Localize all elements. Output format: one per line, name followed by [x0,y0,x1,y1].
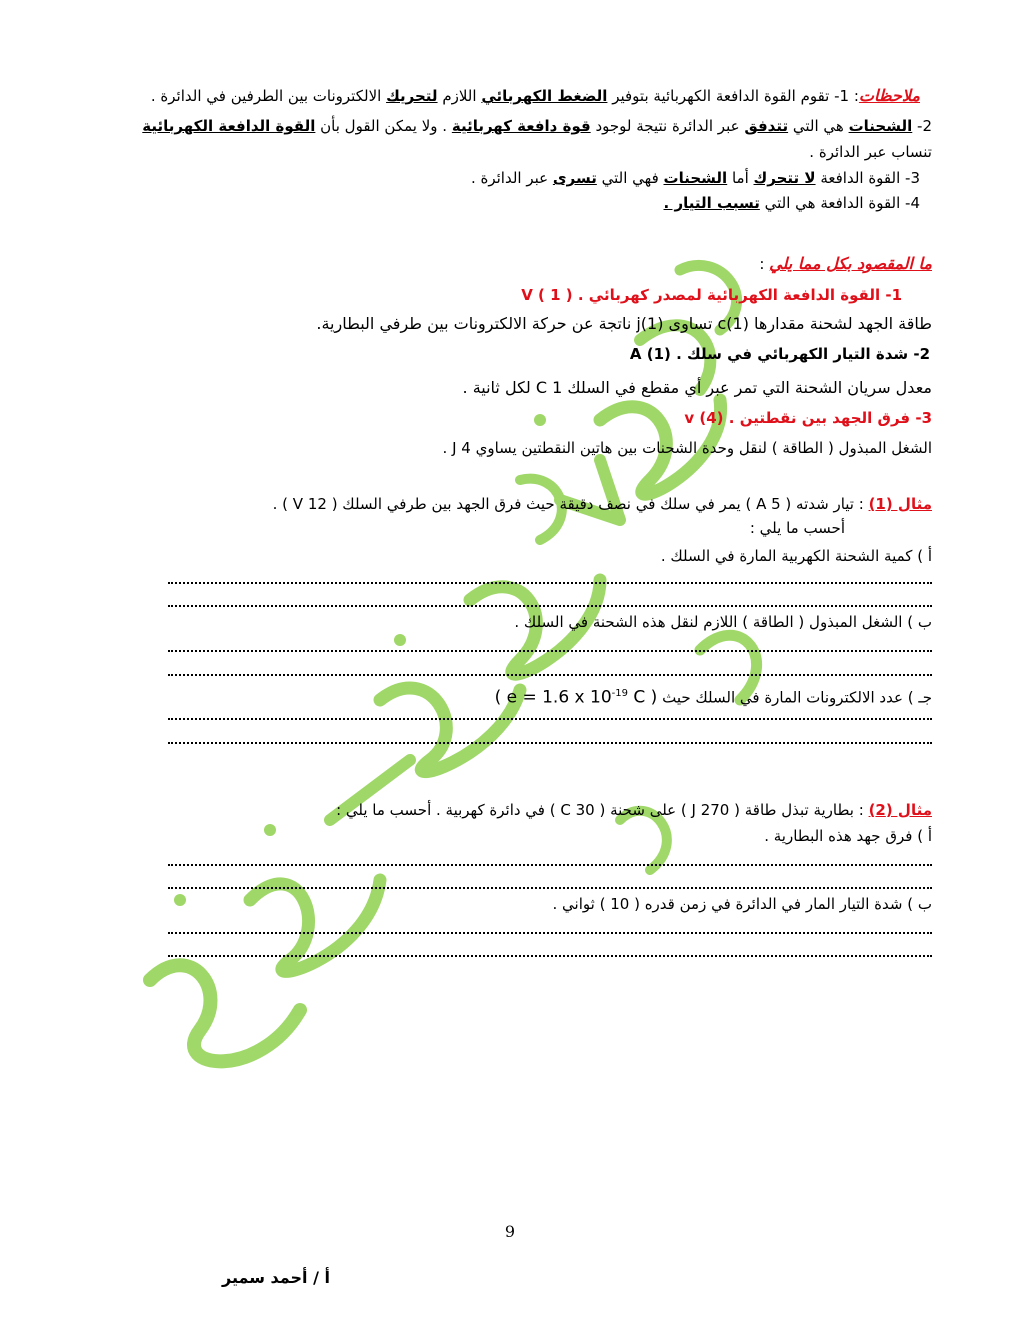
answer-line [168,672,932,676]
example-1-label: مثال (1) [868,495,932,513]
note-1-bold-a: الضغط الكهربائي [481,87,608,105]
page-number: 9 [504,1222,516,1241]
meanings-heading-colon: : [759,255,765,273]
author-name: أ / أحمد سمير [222,1268,330,1287]
note-2-bold-c: قوة دافعة كهربائية [451,117,591,135]
note-3-text-b: أما [727,169,754,187]
note-2-continued: تنساب عبر الدائرة . [809,143,932,161]
answer-line [168,930,932,934]
definition-2-title-text: 2- شدة التيار الكهربائي في سلك [681,345,930,363]
example-2-statement [336,800,932,820]
note-2-bold-b: تتدفق [744,117,789,135]
notes-label: ملاحظات [858,86,920,105]
note-1-bold-b: لتحريك [386,87,438,105]
example-1-text: : تيار شدته ( A 5 ) يمر في سلك في نصف دقيقة حيث فرق الجهد بين طرفي السلك ( V 12 ) . [272,495,869,513]
example-1-part-c [495,684,932,708]
definition-1-body: طاقة الجهد لشحنة مقدارها c(1) تساوى j(1) ناتجة عن حركة الالكترونات بين طرفي البطارية. [316,314,932,333]
formula-unit: C ) [628,687,658,708]
meanings-heading [759,254,932,274]
note-3 [471,168,920,188]
electron-charge-formula [495,684,658,708]
note-1 [151,86,920,106]
note-3-bold-c: تسرى [552,169,597,187]
answer-line [168,603,932,607]
note-2-text-a: هي التي [788,117,849,135]
answer-line [168,580,932,584]
answer-line [168,862,932,866]
example-1-part-b: ب ) الشغل المبذول ( الطاقة ) اللازم لنقل هذه الشحنة في السلك . [514,613,932,631]
note-4-bold: تسبب التيار . [663,194,760,212]
note-1-text-b: اللازم [437,87,482,105]
answer-line [168,953,932,957]
definition-2-body: معدل سريان الشحنة التي تمر عبر أي مقطع في السلك 1 C لكل ثانية . [462,378,932,397]
example-2-part-a: أ ) فرق جهد هذه البطارية . [764,827,932,845]
example-2-part-b: ب ) شدة التيار المار في الدائرة في زمن قدره ( 10 ) ثواني . [552,895,932,913]
note-3-text-a: 3- القوة الدافعة [815,169,920,187]
example-2-label: مثال (2) [868,801,932,819]
definition-2-title [630,344,930,364]
formula-base: ( e = 1.6 x 10 [494,687,612,708]
example-1-statement [273,494,932,514]
note-4 [664,193,920,213]
note-2-num: 2- [912,117,932,135]
example-1-instruction: أحسب ما يلي : [749,519,845,537]
meanings-heading-text: ما المقصود بكل مما يلي [769,254,932,273]
note-4-text: 4- القوة الدافعة هي التي [759,194,920,212]
answer-line [168,885,932,889]
example-1-part-a: أ ) كمية الشحنة الكهربية المارة في السلك . [660,547,932,565]
note-3-text-d: عبر الدائرة . [470,169,553,187]
answer-line [168,648,932,652]
note-3-bold-b: الشحنات [663,169,728,187]
definition-1-title-text: 1- القوة الدافعة الكهربائية لمصدر كهربائي [583,286,902,304]
note-2-text-b: عبر الدائرة نتيجة لوجود [590,117,745,135]
note-1-text-a: : 1- تقوم القوة الدافعة الكهربائية بتوفير [607,87,859,105]
note-3-bold-a: لا تتحرك [753,169,816,187]
definition-3-unit: v (4) . [684,409,735,427]
definition-1-title [521,285,902,305]
note-1-text-c: الالكترونات بين الطرفين في الدائرة . [150,87,387,105]
definition-1-unit: V ( 1 ) . [521,286,584,304]
note-2-text-c: . ولا يمكن القول بأن [315,117,452,135]
formula-exponent: -19 [611,688,628,699]
definition-3-title [684,408,932,428]
answer-line [168,716,932,720]
note-2-bold-a: الشحنات [848,117,913,135]
answer-line [168,740,932,744]
note-3-text-c: فهي التي [596,169,664,187]
definition-3-body: الشغل المبذول ( الطاقة ) لنقل وحدة الشحنات بين هاتين النقطتين يساوي J 4 . [442,439,932,457]
definition-3-title-text: 3- فرق الجهد بين نقطتين [734,409,932,427]
note-2-bold-d: القوة الدافعة الكهربائية [142,117,316,135]
example-1-part-c-text: جـ ) عدد الالكترونات المارة في السلك حيث [662,688,932,707]
example-2-text: : بطارية تبذل طاقة ( J 270 ) على شحنة ( C 30 ) في دائرة كهربية . أحسب ما يلي : [336,801,869,819]
note-2 [142,116,932,136]
definition-2-unit: A (1) . [629,345,682,363]
